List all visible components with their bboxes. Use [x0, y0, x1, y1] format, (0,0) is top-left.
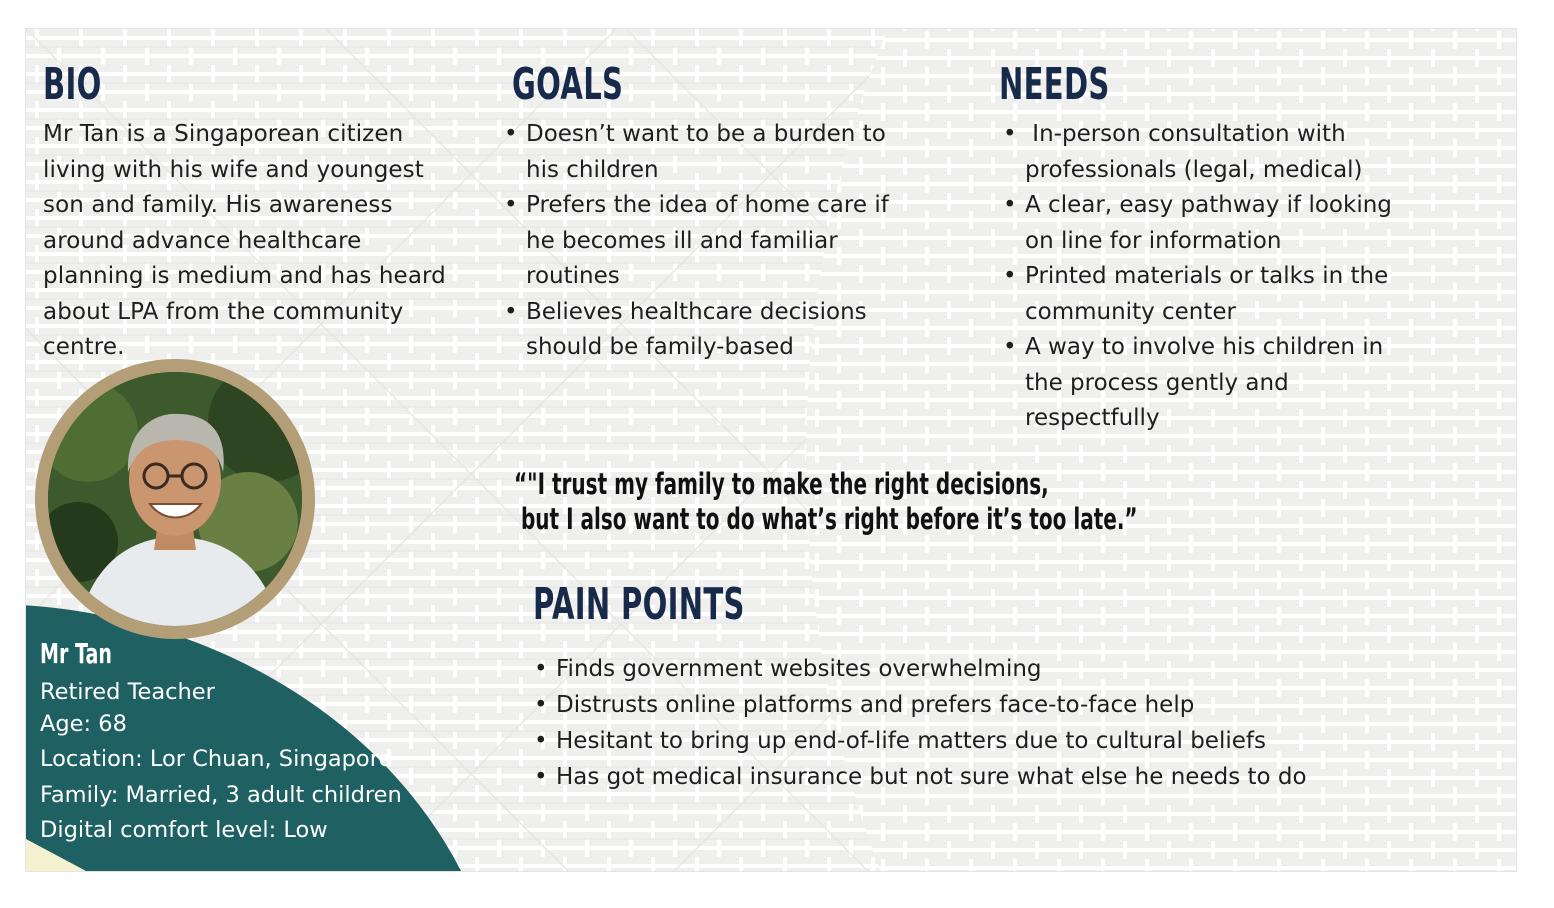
- persona-quote: [514, 467, 1138, 537]
- persona-occupation: Retired Teacher: [40, 679, 215, 705]
- pain-point-item: • Distrusts online platforms and prefers face-to-face help: [534, 687, 1307, 723]
- persona-digital-comfort: Digital comfort level: Low: [40, 817, 328, 843]
- needs-heading: NEEDS: [999, 59, 1110, 110]
- persona-name: Mr Tan: [40, 637, 112, 670]
- goal-line: he becomes ill and familiar: [526, 227, 838, 254]
- quote-line: “"I trust my family to make the right decisions,: [514, 467, 1049, 501]
- need-line: • A way to involve his children in: [1025, 334, 1384, 360]
- need-line: on line for information: [1025, 227, 1282, 254]
- pain-points-heading: PAIN POINTS: [533, 579, 745, 630]
- bio-line: Mr Tan is a Singaporean citizen: [43, 121, 404, 147]
- bio-line: son and family. His awareness: [43, 192, 393, 218]
- goal-line: his children: [526, 156, 659, 183]
- goal-item: [504, 295, 889, 366]
- need-line: • In-person consultation with: [1025, 121, 1346, 147]
- goals-list: [504, 117, 889, 366]
- bio-line: living with his wife and youngest: [43, 156, 424, 183]
- profile-photo: [48, 372, 302, 626]
- need-line: • A clear, easy pathway if looking: [1025, 192, 1392, 218]
- need-line: professionals (legal, medical): [1025, 156, 1363, 183]
- bio-heading: BIO: [43, 59, 102, 110]
- need-line: community center: [1025, 298, 1237, 325]
- portrait-illustration: [48, 372, 302, 626]
- goal-line: • Doesn’t want to be a burden to: [526, 121, 886, 147]
- goal-line: routines: [526, 263, 620, 289]
- persona-details: [40, 675, 402, 849]
- persona-age: Age: 68: [40, 710, 127, 737]
- need-item: [1003, 117, 1392, 188]
- goal-item: [504, 117, 889, 188]
- bio-line: about LPA from the community: [43, 298, 404, 325]
- persona-location: Location: Lor Chuan, Singapore: [40, 746, 393, 772]
- need-line: the process gently and: [1025, 369, 1289, 396]
- need-line: • Printed materials or talks in the: [1025, 263, 1389, 289]
- goal-line: • Believes healthcare decisions: [526, 298, 867, 325]
- need-line: respectfully: [1025, 405, 1160, 431]
- persona-family: Family: Married, 3 adult children: [40, 781, 402, 808]
- need-item: [1003, 188, 1392, 259]
- quote-line: but I also want to do what’s right before it’s too late.”: [514, 502, 1138, 536]
- pain-points-list: [534, 651, 1307, 795]
- goals-heading: GOALS: [512, 59, 624, 110]
- need-item: [1003, 330, 1392, 437]
- pain-point-item: • Hesitant to bring up end-of-life matters due to cultural beliefs: [534, 723, 1307, 759]
- pain-point-item: • Finds government websites overwhelming: [534, 651, 1307, 687]
- goal-line: • Prefers the idea of home care if: [526, 192, 889, 218]
- goal-line: should be family-based: [526, 334, 794, 360]
- goal-item: [504, 188, 889, 295]
- need-item: [1003, 259, 1392, 330]
- pain-point-item: • Has got medical insurance but not sure what else he needs to do: [534, 759, 1307, 795]
- bio-text: [43, 117, 446, 366]
- bio-line: around advance healthcare: [43, 227, 362, 254]
- persona-card: [25, 28, 1517, 872]
- bio-line: planning is medium and has heard: [43, 263, 446, 289]
- bio-line: centre.: [43, 334, 125, 360]
- needs-list: [1003, 117, 1392, 437]
